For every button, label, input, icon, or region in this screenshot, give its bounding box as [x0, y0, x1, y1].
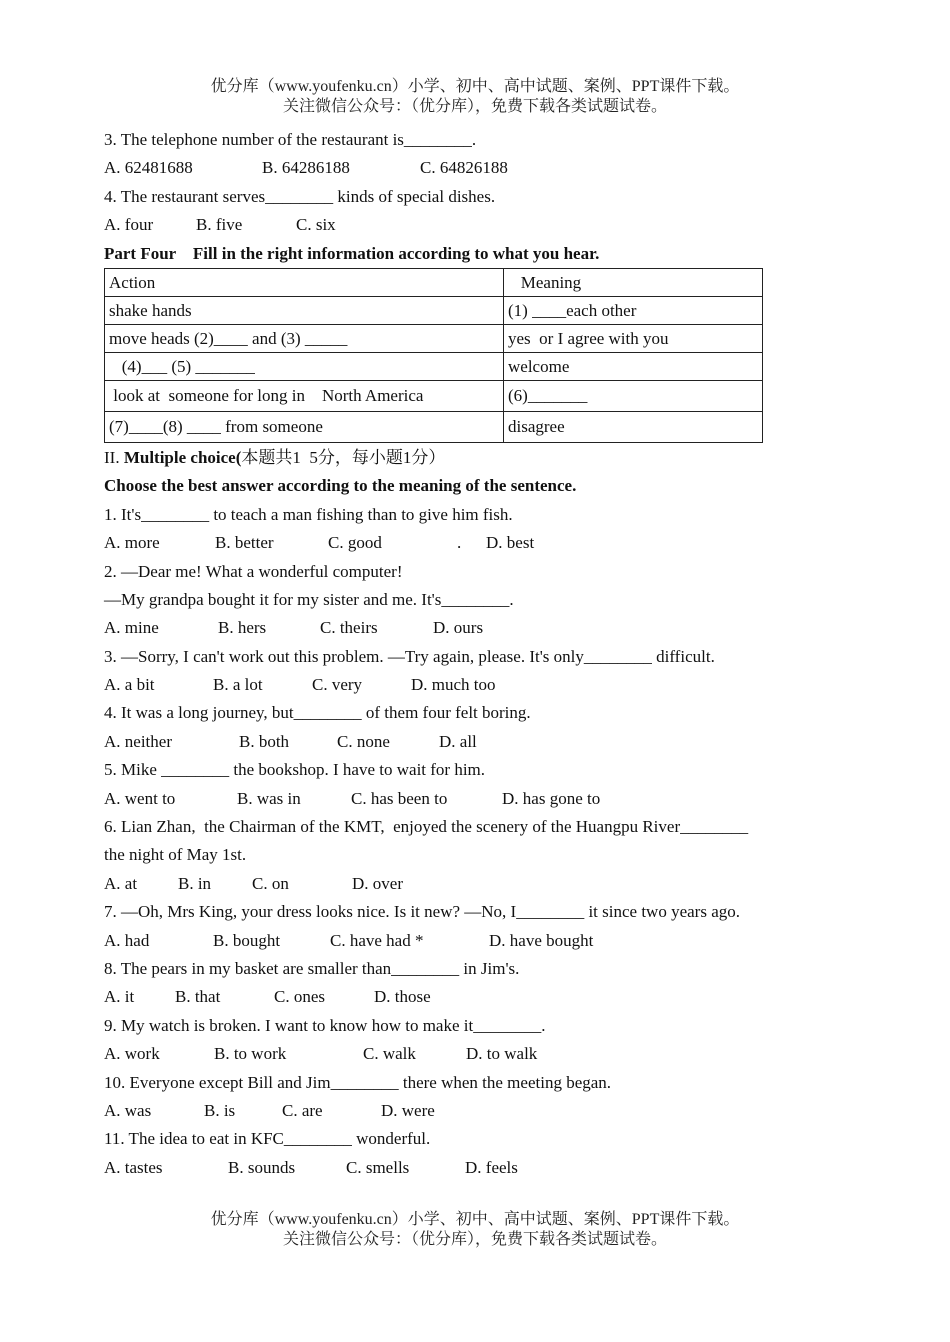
table-cell: look at someone for long in North America	[105, 380, 504, 411]
option: B. in	[178, 873, 212, 893]
option: C. good	[328, 533, 382, 553]
answer-options	[104, 1154, 844, 1182]
option: A. it	[104, 987, 135, 1007]
option: A. a bit	[104, 675, 155, 695]
answer-options	[104, 728, 844, 756]
answer-options	[104, 671, 844, 699]
answer-options	[104, 927, 844, 955]
section-heading	[104, 444, 844, 472]
option: D. all	[439, 731, 477, 751]
option: D. ours	[433, 618, 484, 638]
table-header-cell: Meaning	[504, 268, 763, 296]
option: A. four	[104, 215, 154, 235]
question-stem: 5. Mike ________ the bookshop. I have to wait for him.	[104, 760, 486, 780]
option: B. 64286188	[262, 158, 350, 178]
section-instruction: Choose the best answer according to the meaning of the sentence.	[104, 476, 577, 496]
table-cell: (6)_______	[504, 380, 763, 411]
table-row	[105, 324, 763, 352]
table-cell: (1) ____each other	[504, 296, 763, 324]
option: C. ones	[274, 987, 325, 1007]
section-note: 本题共1 5分，每小题1分）	[241, 447, 446, 467]
option: C. theirs	[320, 618, 378, 638]
answer-options	[104, 614, 844, 642]
option: A. tastes	[104, 1157, 163, 1177]
question-stem: 10. Everyone except Bill and Jim________ there when the meeting began.	[104, 1072, 612, 1092]
option: A. went to	[104, 788, 176, 808]
option: A. had	[104, 930, 150, 950]
option: D. were	[381, 1100, 435, 1120]
option: A. mine	[104, 618, 159, 638]
question-stem: 4. It was a long journey, but________ of them four felt boring.	[104, 703, 531, 723]
question-stem: 4. The restaurant serves________ kinds of special dishes.	[104, 186, 496, 206]
answer-options	[104, 211, 844, 239]
option: C. are	[282, 1100, 323, 1120]
answer-options	[104, 983, 844, 1011]
footer-line-2: 关注微信公众号：（优分库），免费下载各类试题试卷。	[282, 1231, 667, 1248]
option: C. very	[312, 675, 363, 695]
option: D. to walk	[466, 1044, 538, 1064]
question-stem: 2. —Dear me! What a wonderful computer!	[104, 561, 403, 581]
table-cell: (4)___ (5) _______	[105, 352, 504, 380]
footer-line-1: 优分库（www.youfenku.cn）小学、初中、高中试题、案例、PPT课件下载。	[210, 1211, 740, 1228]
option: D. much too	[411, 675, 496, 695]
option: C. have had *	[330, 930, 424, 950]
table-header-cell: Action	[105, 268, 504, 296]
option: A. work	[104, 1044, 160, 1064]
answer-options	[104, 1097, 844, 1125]
question-stem: 1. It's________ to teach a man fishing than to give him fish.	[104, 504, 513, 524]
header-line-1: 优分库（www.youfenku.cn）小学、初中、高中试题、案例、PPT课件下载。	[210, 78, 740, 95]
option: A. neither	[104, 731, 172, 751]
option: D. best	[486, 533, 535, 553]
question-stem: 7. —Oh, Mrs King, your dress looks nice. Is it new? —No, I________ it since two years ago.	[104, 902, 740, 922]
option: B. is	[204, 1100, 236, 1120]
option: B. both	[239, 731, 290, 751]
question-stem: 8. The pears in my basket are smaller than________ in Jim's.	[104, 958, 520, 978]
answer-options	[104, 785, 844, 813]
option: B. bought	[213, 930, 281, 950]
section-title: Multiple choice(	[123, 447, 242, 467]
option: C. six	[296, 215, 336, 235]
question-stem: 6. Lian Zhan, the Chairman of the KMT, enjoyed the scenery of the Huangpu River________	[104, 817, 749, 837]
option: A. 62481688	[104, 158, 193, 178]
table-cell: welcome	[504, 352, 763, 380]
option: B. a lot	[213, 675, 263, 695]
answer-options	[104, 529, 844, 557]
option: D. have bought	[489, 930, 594, 950]
option: A. at	[104, 873, 138, 893]
option: D. over	[352, 873, 403, 893]
info-table	[104, 268, 763, 443]
table-row	[105, 296, 763, 324]
option: A. more	[104, 533, 160, 553]
option: C. on	[252, 873, 289, 893]
table-header-row	[105, 268, 763, 296]
option: A. was	[104, 1100, 152, 1120]
answer-options	[104, 1040, 844, 1068]
question-stem: 9. My watch is broken. I want to know how to make it________.	[104, 1015, 546, 1035]
option: B. to work	[214, 1044, 287, 1064]
exam-content	[104, 126, 844, 1182]
option: D. feels	[465, 1157, 518, 1177]
option: C. smells	[346, 1157, 410, 1177]
option: .	[457, 533, 462, 553]
table-cell: (7)____(8) ____ from someone	[105, 411, 504, 442]
question-stem: 3. The telephone number of the restaurant is________.	[104, 130, 477, 149]
option: B. was in	[237, 788, 301, 808]
section-prefix: II.	[104, 447, 124, 467]
option: B. better	[215, 533, 274, 553]
option: D. those	[374, 987, 431, 1007]
part-four-title: Part Four Fill in the right information according to what you hear.	[104, 243, 600, 263]
option: B. that	[175, 987, 221, 1007]
table-row	[105, 352, 763, 380]
table-row	[105, 380, 763, 411]
question-stem: the night of May 1st.	[104, 845, 247, 865]
question-stem: 11. The idea to eat in KFC________ wonderful.	[104, 1129, 431, 1149]
option: D. has gone to	[502, 788, 601, 808]
table-cell: disagree	[504, 411, 763, 442]
table-cell: yes or I agree with you	[504, 324, 763, 352]
header-line-2: 关注微信公众号：（优分库），免费下载各类试题试卷。	[282, 98, 667, 115]
table-cell: shake hands	[105, 296, 504, 324]
option: C. none	[337, 731, 390, 751]
page-header	[0, 77, 950, 117]
question-stem: —My grandpa bought it for my sister and me. It's________.	[104, 589, 514, 609]
answer-options	[104, 154, 844, 182]
answer-options	[104, 870, 844, 898]
option: B. sounds	[228, 1157, 296, 1177]
table-row	[105, 411, 763, 442]
table-cell: move heads (2)____ and (3) _____	[105, 324, 504, 352]
option: C. 64826188	[420, 158, 508, 178]
option: C. has been to	[351, 788, 448, 808]
option: B. hers	[218, 618, 267, 638]
option: C. walk	[363, 1044, 416, 1064]
page-footer	[0, 1210, 950, 1250]
question-stem: 3. —Sorry, I can't work out this problem. —Try again, please. It's only________ difficult.	[104, 646, 715, 666]
option: B. five	[196, 215, 243, 235]
